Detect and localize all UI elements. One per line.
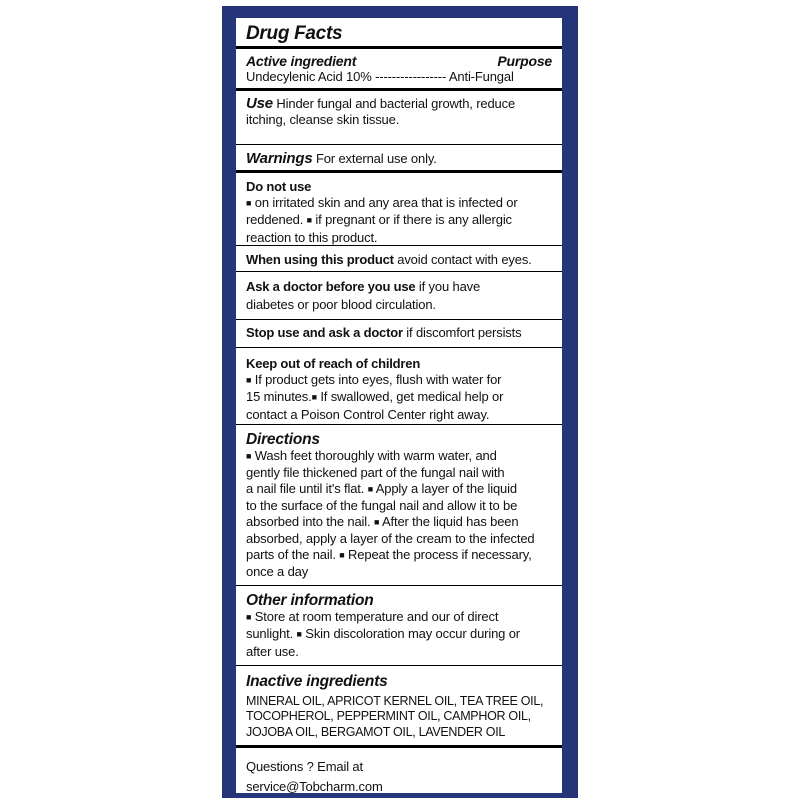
keep-out-line-3: contact a Poison Control Center right away. (246, 406, 490, 422)
drug-facts-panel (236, 18, 562, 793)
keep-out-section (236, 348, 562, 425)
bullet-icon: ■ (311, 392, 317, 402)
inactive-text (246, 666, 552, 740)
bullet-icon: ■ (246, 374, 252, 385)
other-info-heading: Other information (246, 592, 374, 609)
inactive-line-2: TOCOPHEROL, PEPPERMINT OIL, CAMPHOR OIL, (246, 709, 531, 723)
warnings-section (236, 145, 562, 173)
use-section (236, 91, 562, 145)
inactive-line-1: MINERAL OIL, APRICOT KERNEL OIL, TEA TREE OIL, (246, 693, 544, 708)
bullet-icon: ■ (373, 516, 380, 527)
bullet-icon: ■ (296, 629, 302, 639)
ask-doctor-line-2: diabetes or poor blood circulation. (246, 297, 436, 312)
when-using-text (246, 246, 552, 268)
do-not-use-line-2b: if pregnant or if there is any allergic (311, 212, 512, 227)
when-using-line: avoid contact with eyes. (393, 252, 532, 267)
other-info-line-2: sunlight. (246, 626, 294, 641)
do-not-use-heading: Do not use (246, 179, 312, 194)
page-title: Drug Facts (246, 23, 343, 44)
other-info-line-3: after use. (246, 643, 299, 659)
questions-line-1: Questions ? Email at (246, 759, 363, 774)
stop-use-text (246, 320, 552, 341)
when-using-heading: When using this product (246, 252, 394, 267)
inactive-section (236, 666, 562, 748)
ask-doctor-text (246, 272, 552, 314)
directions-line-5: absorbed into the nail. (246, 513, 371, 529)
directions-line-5b: After the liquid has been (379, 513, 519, 529)
active-heading-row (246, 49, 552, 69)
keep-out-line-2b: If swallowed, get medical help or (316, 389, 504, 404)
title-section (236, 18, 562, 49)
bullet-icon: ■ (246, 197, 252, 208)
bullet-icon: ■ (306, 215, 312, 225)
warnings-text (246, 145, 552, 167)
stop-use-section (236, 320, 562, 348)
other-info-text (246, 586, 552, 659)
purpose-heading: Purpose (497, 53, 552, 69)
use-heading: Use (246, 95, 273, 112)
use-line-1: Hinder fungal and bacterial growth, reduce (276, 96, 516, 111)
questions-email: service@Tobcharm.com (246, 779, 383, 794)
directions-line-3b: Apply a layer of the liquid (373, 480, 517, 496)
do-not-use-line-2: reddened. (246, 212, 304, 227)
directions-line-6: absorbed, apply a layer of the cream to the infected (246, 531, 535, 546)
directions-section (236, 425, 562, 586)
inactive-line-3: JOJOBA OIL, BERGAMOT OIL, LAVENDER OIL (246, 724, 506, 739)
other-info-section (236, 586, 562, 666)
active-ingredient-heading: Active ingredient (246, 53, 357, 69)
ask-doctor-section (236, 272, 562, 320)
do-not-use-line-3: reaction to this product. (246, 229, 378, 245)
stop-use-heading: Stop use and ask a doctor (246, 325, 403, 340)
keep-out-line-1: If product gets into eyes, flush with water for (251, 371, 502, 387)
active-ingredient-line: Undecylenic Acid 10% ----------------- Anti-Fungal (246, 69, 514, 84)
do-not-use-line-1: on irritated skin and any area that is infected or (251, 194, 518, 210)
questions-section (236, 748, 562, 793)
ask-doctor-line-1: if you have (415, 279, 481, 294)
use-line-2: itching, cleanse skin tissue. (246, 111, 400, 127)
bullet-icon: ■ (246, 611, 252, 622)
stop-use-line: if discomfort persists (402, 325, 522, 340)
keep-out-heading: Keep out of reach of children (246, 356, 421, 371)
directions-line-2: gently file thickened part of the fungal nail with (246, 465, 505, 480)
other-info-line-2b: Skin discoloration may occur during or (301, 626, 520, 641)
use-text (246, 91, 552, 127)
bullet-icon: ■ (246, 450, 252, 461)
ask-doctor-heading: Ask a doctor before you use (246, 279, 416, 294)
warnings-line: For external use only. (315, 151, 437, 166)
keep-out-text (246, 348, 552, 422)
directions-line-7: parts of the nail. (246, 546, 336, 562)
directions-line-4: to the surface of the fungal nail and allow it to be (246, 498, 518, 513)
directions-line-1: Wash feet thoroughly with warm water, and (251, 447, 497, 463)
do-not-use-text (246, 173, 552, 245)
directions-line-7b: Repeat the process if necessary, (344, 546, 532, 562)
do-not-use-section (236, 173, 562, 246)
other-info-line-1: Store at room temperature and our of direct (251, 608, 499, 624)
directions-line-8: once a day (246, 564, 309, 579)
active-ingredient-section (236, 49, 562, 91)
questions-text (246, 748, 552, 797)
inactive-heading: Inactive ingredients (246, 673, 388, 690)
warnings-heading: Warnings (246, 150, 313, 167)
keep-out-line-2: 15 minutes. (246, 389, 312, 404)
when-using-section (236, 246, 562, 272)
directions-text (246, 425, 552, 580)
bullet-icon: ■ (367, 483, 373, 494)
bullet-icon: ■ (339, 549, 345, 560)
directions-heading: Directions (246, 431, 320, 448)
directions-line-3: a nail file until it's flat. (246, 480, 365, 496)
